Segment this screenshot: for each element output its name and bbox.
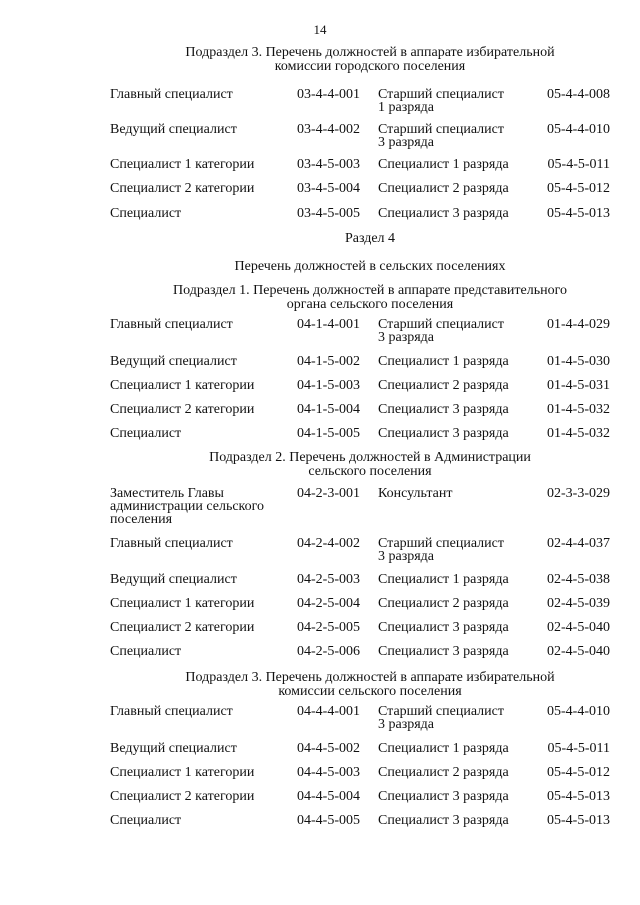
equivalent-position <box>378 705 504 731</box>
position-row <box>0 123 640 153</box>
equivalent-position-line: Специалист 1 разряда <box>378 157 509 172</box>
equivalent-code: 05-4-5-011 <box>547 741 610 756</box>
equivalent-code: 02-4-4-037 <box>547 536 610 551</box>
subsection-heading <box>100 284 640 312</box>
equivalent-position-line: Специалист 2 разряда <box>378 378 509 393</box>
equivalent-position <box>378 182 509 195</box>
heading-line: комиссии городского поселения <box>274 59 466 74</box>
equivalent-position-line: Специалист 3 разряда <box>378 644 509 659</box>
page-number: 14 <box>313 22 327 37</box>
position-name <box>110 705 233 718</box>
position-code: 04-4-5-004 <box>297 789 360 804</box>
equivalent-position-line: Специалист 3 разряда <box>378 620 509 635</box>
equivalent-position-line: Специалист 3 разряда <box>378 402 509 417</box>
position-name <box>110 158 254 171</box>
equivalent-code: 01-4-5-032 <box>547 426 610 441</box>
equivalent-position-line: Специалист 2 разряда <box>378 181 509 196</box>
position-code: 04-1-5-005 <box>297 426 360 441</box>
position-name <box>110 123 237 136</box>
position-code: 04-4-5-002 <box>297 741 360 756</box>
position-name-line: Ведущий специалист <box>110 741 237 756</box>
position-code: 04-2-5-005 <box>297 620 360 635</box>
heading-line: Подраздел 1. Перечень должностей в аппарате представительного <box>172 283 568 298</box>
position-name-line: Главный специалист <box>110 704 233 719</box>
equivalent-code: 01-4-5-031 <box>547 378 610 393</box>
position-name-line: Специалист 2 категории <box>110 789 255 804</box>
equivalent-position-line: Старший специалист <box>378 122 504 137</box>
position-name-line: Специалист 2 категории <box>110 620 255 635</box>
equivalent-position <box>378 790 509 803</box>
position-name-line: Главный специалист <box>110 317 233 332</box>
position-name-line: администрации сельского <box>110 499 265 514</box>
equivalent-position-line: Специалист 3 разряда <box>378 426 509 441</box>
equivalent-position-line: Старший специалист <box>378 536 504 551</box>
position-code: 04-1-5-002 <box>297 354 360 369</box>
position-code: 04-2-5-003 <box>297 572 360 587</box>
equivalent-position <box>378 318 504 344</box>
equivalent-position <box>378 355 509 368</box>
position-name <box>110 537 233 550</box>
equivalent-position <box>378 814 509 827</box>
position-name <box>110 790 254 803</box>
position-row <box>0 486 640 527</box>
section-subtitle <box>100 260 640 274</box>
equivalent-position-line: Специалист 3 разряда <box>378 789 509 804</box>
equivalent-position-line: Специалист 1 разряда <box>378 572 509 587</box>
position-name <box>110 766 254 779</box>
equivalent-position <box>378 742 509 755</box>
equivalent-code: 02-4-5-040 <box>547 644 610 659</box>
position-code: 03-4-5-005 <box>297 206 360 221</box>
position-code: 04-4-4-001 <box>297 704 360 719</box>
position-name <box>110 427 181 440</box>
position-name-line: Ведущий специалист <box>110 354 237 369</box>
position-row <box>0 537 640 567</box>
equivalent-code: 05-4-5-013 <box>547 206 610 221</box>
position-code: 04-2-3-001 <box>297 486 360 501</box>
position-name-line: Главный специалист <box>110 87 233 102</box>
position-name <box>110 207 181 220</box>
equivalent-position <box>378 573 509 586</box>
equivalent-position-line: 3 разряда <box>378 717 435 732</box>
equivalent-code: 05-4-4-008 <box>547 87 610 102</box>
position-name-line: Ведущий специалист <box>110 572 237 587</box>
equivalent-position <box>378 766 509 779</box>
equivalent-position <box>378 621 509 634</box>
equivalent-position <box>378 88 504 114</box>
position-name <box>110 355 237 368</box>
position-name-line: Специалист 1 категории <box>110 378 255 393</box>
equivalent-position-line: Специалист 1 разряда <box>378 741 509 756</box>
equivalent-code: 05-4-4-010 <box>547 122 610 137</box>
equivalent-position-line: 3 разряда <box>378 549 435 564</box>
equivalent-code: 05-4-5-013 <box>547 813 610 828</box>
equivalent-code: 05-4-5-011 <box>547 157 610 172</box>
equivalent-position-line: 3 разряда <box>378 135 435 150</box>
equivalent-code: 02-4-5-038 <box>547 572 610 587</box>
position-code: 04-4-5-003 <box>297 765 360 780</box>
heading-line: комиссии сельского поселения <box>278 684 462 699</box>
position-code: 04-4-5-005 <box>297 813 360 828</box>
position-code: 04-2-5-006 <box>297 644 360 659</box>
position-name-line: Специалист 2 категории <box>110 181 255 196</box>
equivalent-position <box>378 597 509 610</box>
equivalent-position-line: Консультант <box>378 486 453 501</box>
position-row <box>0 814 640 844</box>
section-title <box>100 232 640 246</box>
equivalent-position-line: Специалист 1 разряда <box>378 354 509 369</box>
equivalent-code: 01-4-5-032 <box>547 402 610 417</box>
position-name-line: Специалист 1 категории <box>110 596 255 611</box>
equivalent-position <box>378 403 509 416</box>
position-name-line: Специалист 1 категории <box>110 765 255 780</box>
equivalent-position-line: Старший специалист <box>378 704 504 719</box>
equivalent-position-line: Старший специалист <box>378 87 504 102</box>
position-name-line: Специалист 2 категории <box>110 402 255 417</box>
position-name <box>110 403 254 416</box>
equivalent-code: 02-4-5-040 <box>547 620 610 635</box>
equivalent-position <box>378 645 509 658</box>
position-name <box>110 621 254 634</box>
equivalent-position-line: Специалист 3 разряда <box>378 206 509 221</box>
heading-line: Подраздел 3. Перечень должностей в аппарате избирательной <box>185 45 555 60</box>
position-name-line: Заместитель Главы <box>110 486 224 501</box>
heading-line: Подраздел 3. Перечень должностей в аппарате избирательной <box>185 670 555 685</box>
position-name <box>110 597 254 610</box>
position-code: 04-2-5-004 <box>297 596 360 611</box>
position-name-line: Ведущий специалист <box>110 122 237 137</box>
position-name <box>110 318 233 331</box>
position-code: 03-4-4-002 <box>297 122 360 137</box>
equivalent-position <box>378 427 509 440</box>
equivalent-position <box>378 123 504 149</box>
position-name-line: Специалист 1 категории <box>110 157 255 172</box>
position-code: 03-4-5-003 <box>297 157 360 172</box>
position-name-line: поселения <box>110 512 173 527</box>
position-name-line: Главный специалист <box>110 536 233 551</box>
position-name <box>110 814 181 827</box>
heading-line: Подраздел 2. Перечень должностей в Администрации <box>209 450 531 465</box>
position-name-line: Специалист <box>110 813 182 828</box>
equivalent-position <box>378 487 453 500</box>
equivalent-code: 02-4-5-039 <box>547 596 610 611</box>
equivalent-code: 02-3-3-029 <box>547 486 610 501</box>
equivalent-position <box>378 379 509 392</box>
position-row <box>0 318 640 348</box>
position-code: 04-2-4-002 <box>297 536 360 551</box>
position-code: 03-4-4-001 <box>297 87 360 102</box>
equivalent-code: 05-4-5-012 <box>547 181 610 196</box>
equivalent-position <box>378 537 504 563</box>
subsection-heading <box>100 46 640 74</box>
equivalent-code: 05-4-5-012 <box>547 765 610 780</box>
subsection-heading <box>100 451 640 479</box>
position-name <box>110 573 237 586</box>
position-name <box>110 379 254 392</box>
heading-line: сельского поселения <box>308 464 432 479</box>
equivalent-position <box>378 158 509 171</box>
heading-line: Раздел 4 <box>344 231 396 246</box>
equivalent-position <box>378 207 509 220</box>
equivalent-position-line: Специалист 2 разряда <box>378 765 509 780</box>
position-code: 04-1-5-003 <box>297 378 360 393</box>
heading-line: органа сельского поселения <box>286 297 454 312</box>
heading-line: Перечень должностей в сельских поселениях <box>234 259 506 274</box>
equivalent-code: 05-4-4-010 <box>547 704 610 719</box>
position-name <box>110 645 181 658</box>
equivalent-position-line: 1 разряда <box>378 100 435 115</box>
position-name <box>110 742 237 755</box>
position-name-line: Специалист <box>110 206 182 221</box>
position-name <box>110 88 233 101</box>
equivalent-position-line: 3 разряда <box>378 330 435 345</box>
position-name-line: Специалист <box>110 426 182 441</box>
equivalent-code: 01-4-5-030 <box>547 354 610 369</box>
position-name <box>110 182 254 195</box>
equivalent-position-line: Специалист 3 разряда <box>378 813 509 828</box>
subsection-heading <box>100 671 640 699</box>
position-code: 04-1-5-004 <box>297 402 360 417</box>
position-name-line: Специалист <box>110 644 182 659</box>
equivalent-code: 05-4-5-013 <box>547 789 610 804</box>
equivalent-position-line: Старший специалист <box>378 317 504 332</box>
position-row <box>0 88 640 118</box>
position-row <box>0 705 640 735</box>
equivalent-position-line: Специалист 2 разряда <box>378 596 509 611</box>
equivalent-code: 01-4-4-029 <box>547 317 610 332</box>
position-code: 03-4-5-004 <box>297 181 360 196</box>
position-code: 04-1-4-001 <box>297 317 360 332</box>
position-name <box>110 487 264 526</box>
